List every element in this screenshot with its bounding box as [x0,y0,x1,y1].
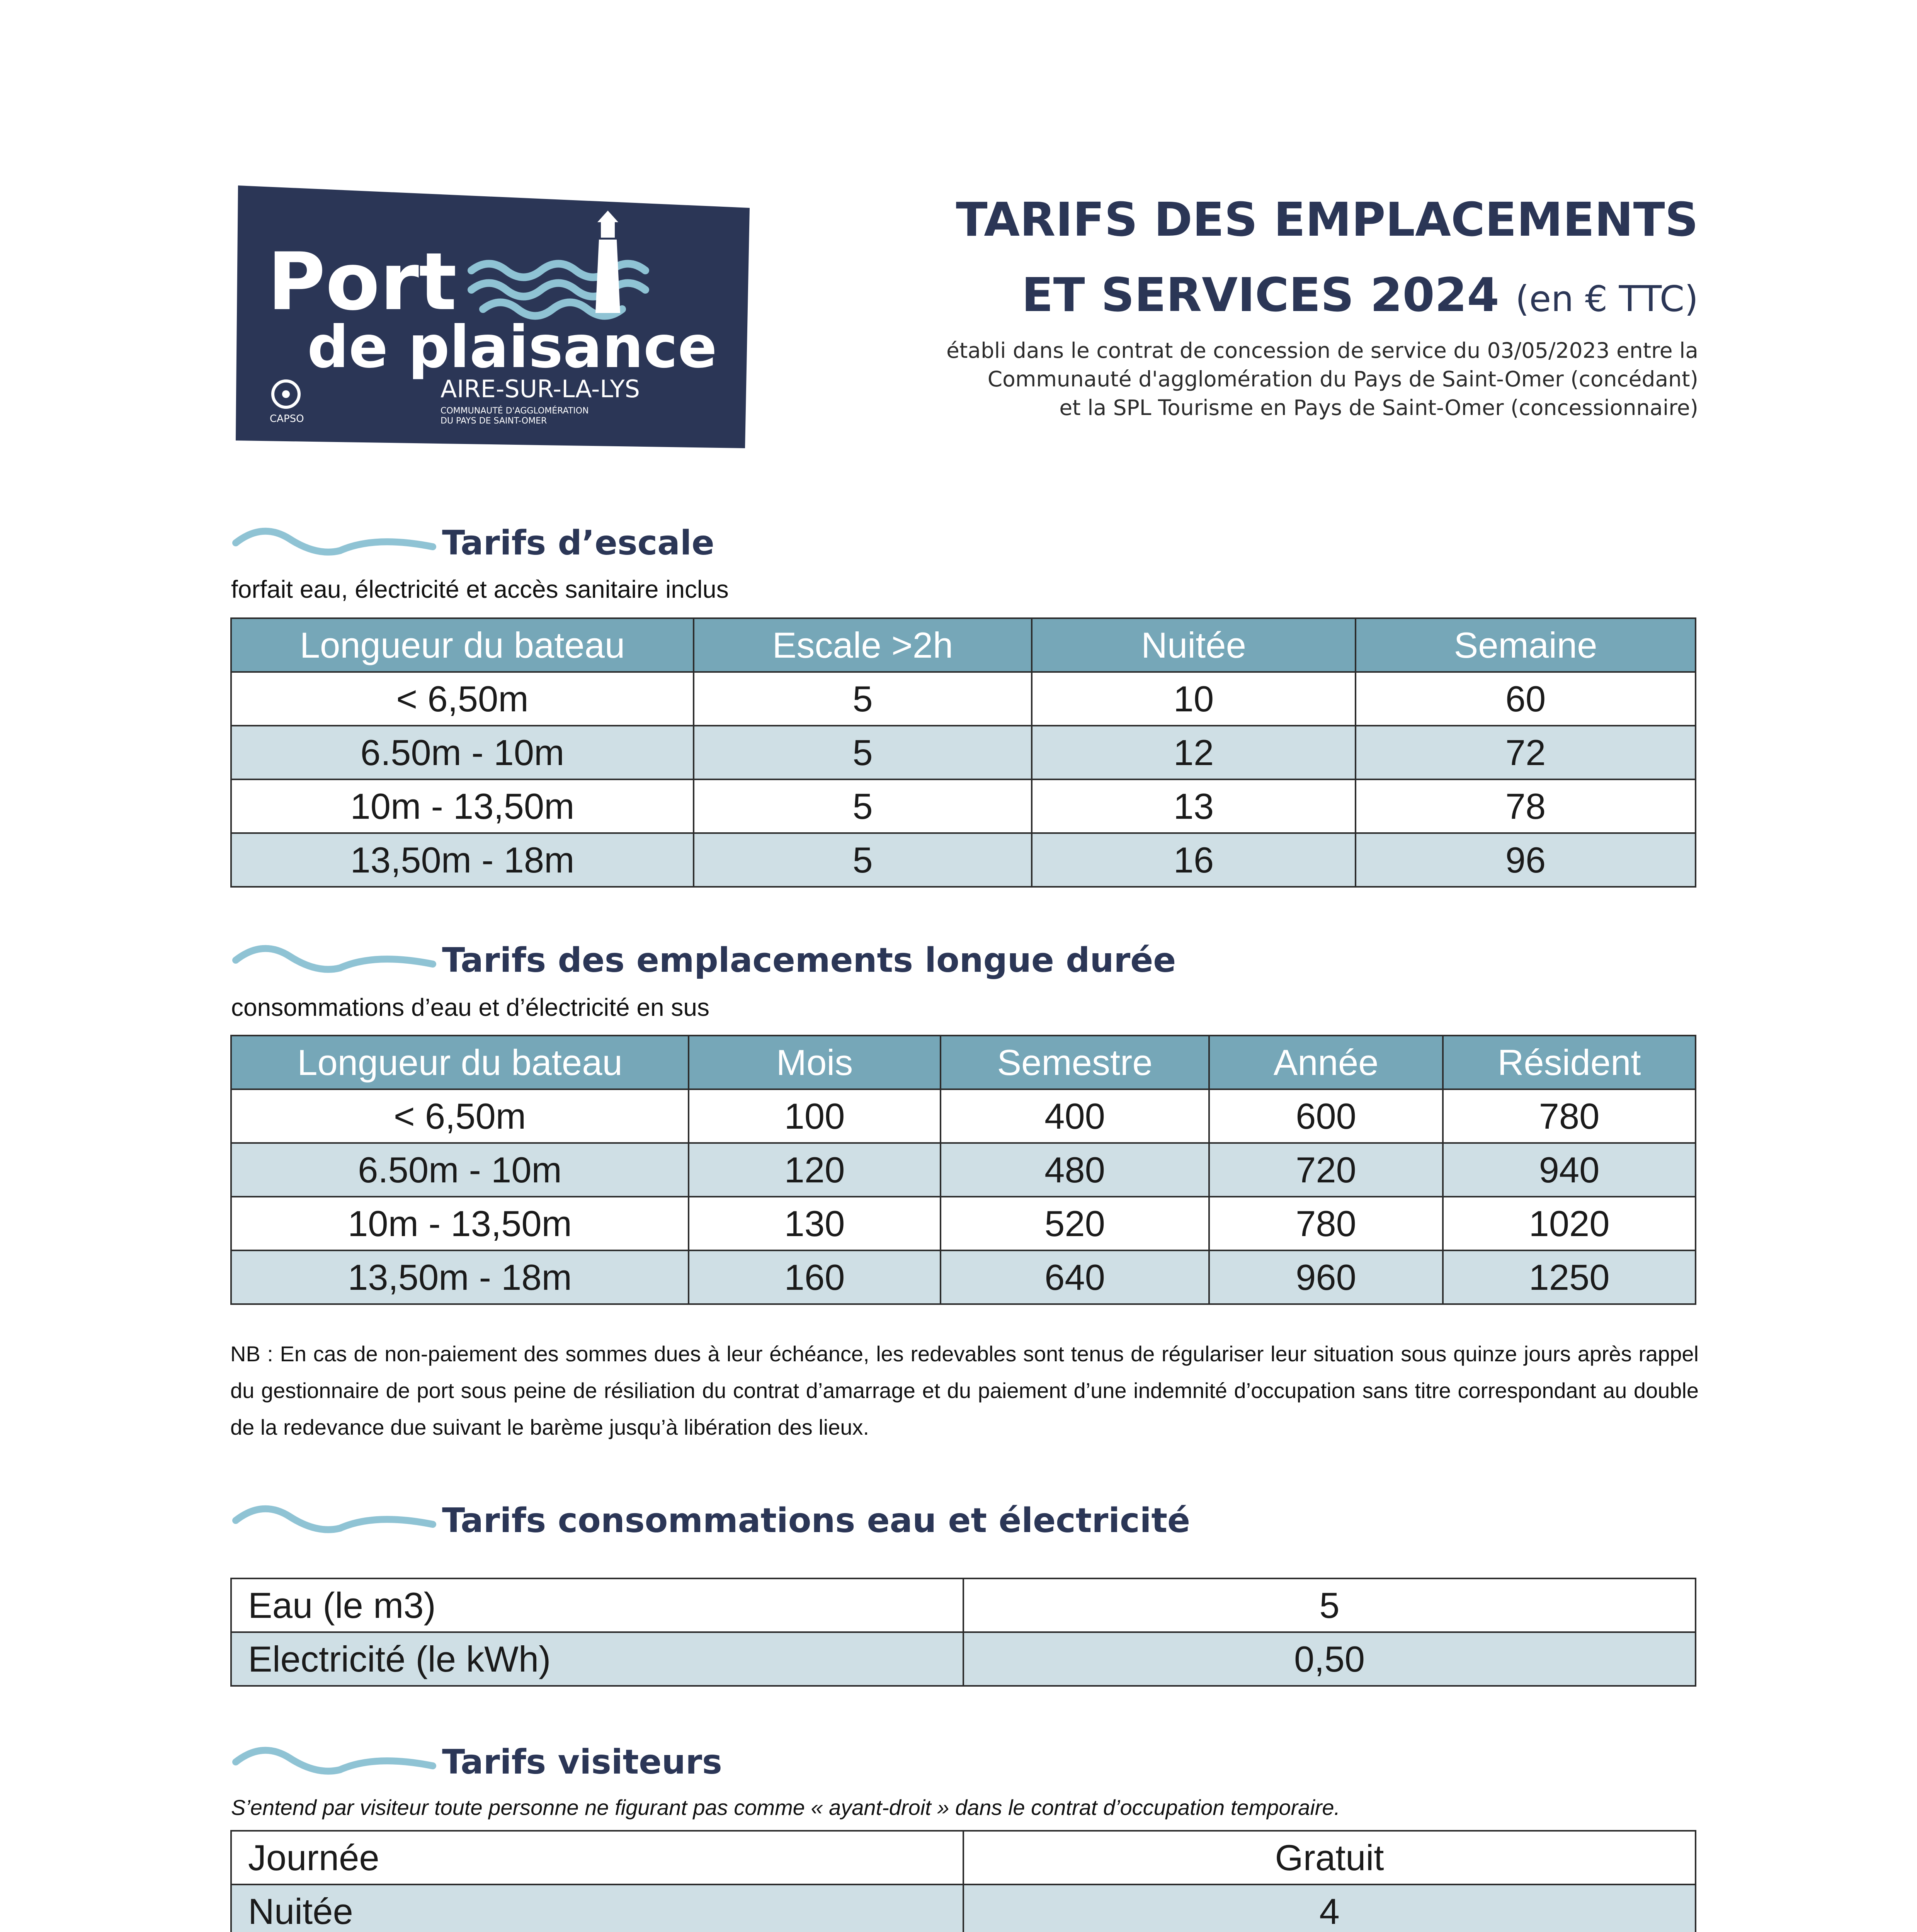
section-longue-heading [232,937,1176,983]
section-escale-heading [232,520,714,566]
cell: 1250 [1443,1250,1696,1304]
table-row [231,1250,1696,1304]
cell: 13,50m - 18m [231,1250,689,1304]
cell: 960 [1209,1250,1443,1304]
col-header: Longueur du bateau [231,1036,689,1089]
cell: < 6,50m [231,1089,689,1143]
table-row [231,726,1696,779]
logo-port-text: Port [267,236,457,328]
col-header: Semaine [1356,618,1696,672]
cell: 0,50 [963,1632,1696,1686]
cell: 780 [1209,1197,1443,1250]
cell: 60 [1356,672,1696,726]
cell: Electricité (le kWh) [231,1632,963,1686]
longue-table [230,1035,1696,1305]
cell: 6.50m - 10m [231,726,694,779]
cell: 78 [1356,779,1696,833]
cell: 96 [1356,833,1696,887]
logo-capso-text: CAPSO [270,413,304,425]
cell: 13 [1032,779,1356,833]
visiteurs-note: S’entend par visiteur toute personne ne figurant pas comme « ayant-droit » dans le contrat d’occupation temporaire. [231,1795,1340,1820]
section-longue-title: Tarifs des emplacements longue durée [442,940,1176,980]
cell: Nuitée [231,1884,963,1932]
table-row [231,1578,1696,1632]
wave-icon [232,526,437,560]
title-line2 [1021,269,1698,322]
escale-table [230,617,1696,888]
col-header: Année [1209,1036,1443,1089]
title-line2-text: ET SERVICES 2024 [1021,269,1499,322]
table-row [231,1884,1696,1932]
cell: 5 [694,726,1032,779]
cell: 6.50m - 10m [231,1143,689,1197]
cell: 5 [694,672,1032,726]
wave-icon [232,1503,437,1538]
logo-plaisance-text: de plaisance [307,314,717,381]
conso-table [230,1578,1696,1687]
cell: 160 [689,1250,941,1304]
cell: 400 [941,1089,1209,1143]
table-row [231,672,1696,726]
cell: 5 [963,1578,1696,1632]
table-row [231,833,1696,887]
cell: 600 [1209,1089,1443,1143]
table-row [231,1089,1696,1143]
table-row [231,779,1696,833]
visiteurs-table [230,1830,1696,1932]
cell: 10m - 13,50m [231,779,694,833]
nb-paragraph: NB : En cas de non-paiement des sommes dues à leur échéance, les redevables sont tenus de régulariser leur situation sous quinze jours après rappel du gestionnaire de port sous peine de résiliation du contrat d’amarrage et du paiement d’une indemnité d’occupation sans titre correspondant au double de la redevance due suivant le barème jusqu’à libération des lieux. [230,1342,1699,1439]
table-row [231,1831,1696,1884]
col-header: Semestre [941,1036,1209,1089]
cell: 480 [941,1143,1209,1197]
section-conso-heading [232,1497,1190,1544]
cell: 4 [963,1884,1696,1932]
logo-org-line2: DU PAYS DE SAINT-OMER [441,416,547,426]
col-header: Escale >2h [694,618,1032,672]
cell: 940 [1443,1143,1696,1197]
wave-icon [232,943,437,978]
logo-place-text: AIRE-SUR-LA-LYS [441,375,640,403]
section-visiteurs-heading [232,1739,722,1785]
subtitle-line2: Communauté d'agglomération du Pays de Saint-Omer (concédant) [987,367,1698,391]
col-header: Mois [689,1036,941,1089]
cell: 13,50m - 18m [231,833,694,887]
cell: 72 [1356,726,1696,779]
wave-icon [232,1745,437,1779]
col-header: Nuitée [1032,618,1356,672]
col-header: Longueur du bateau [231,618,694,672]
cell: < 6,50m [231,672,694,726]
cell: Gratuit [963,1831,1696,1884]
cell: 5 [694,779,1032,833]
cell: 520 [941,1197,1209,1250]
cell: Eau (le m3) [231,1578,963,1632]
port-logo [236,185,750,448]
section-conso-title: Tarifs consommations eau et électricité [442,1501,1191,1540]
logo-org-line1: COMMUNAUTÉ D'AGGLOMÉRATION [441,406,589,416]
title-line1: TARIFS DES EMPLACEMENTS [956,193,1698,247]
subtitle-line3: et la SPL Tourisme en Pays de Saint-Omer (concessionnaire) [1059,395,1698,420]
section-escale-title: Tarifs d’escale [442,523,714,563]
title-unit: (en € TTC) [1515,278,1698,320]
cell: Journée [231,1831,963,1884]
cell: 130 [689,1197,941,1250]
cell: 5 [694,833,1032,887]
section-visiteurs-title: Tarifs visiteurs [442,1742,722,1782]
cell: 780 [1443,1089,1696,1143]
escale-note: forfait eau, électricité et accès sanitaire inclus [231,575,729,603]
cell: 640 [941,1250,1209,1304]
cell: 12 [1032,726,1356,779]
cell: 720 [1209,1143,1443,1197]
table-header-row [231,618,1696,672]
subtitle-line1: établi dans le contrat de concession de service du 03/05/2023 entre la [946,338,1698,363]
table-row [231,1632,1696,1686]
cell: 10m - 13,50m [231,1197,689,1250]
cell: 16 [1032,833,1356,887]
table-row [231,1197,1696,1250]
cell: 1020 [1443,1197,1696,1250]
longue-note: consommations d’eau et d’électricité en sus [231,993,709,1021]
table-row [231,1143,1696,1197]
cell: 120 [689,1143,941,1197]
table-header-row [231,1036,1696,1089]
cell: 10 [1032,672,1356,726]
col-header: Résident [1443,1036,1696,1089]
cell: 100 [689,1089,941,1143]
